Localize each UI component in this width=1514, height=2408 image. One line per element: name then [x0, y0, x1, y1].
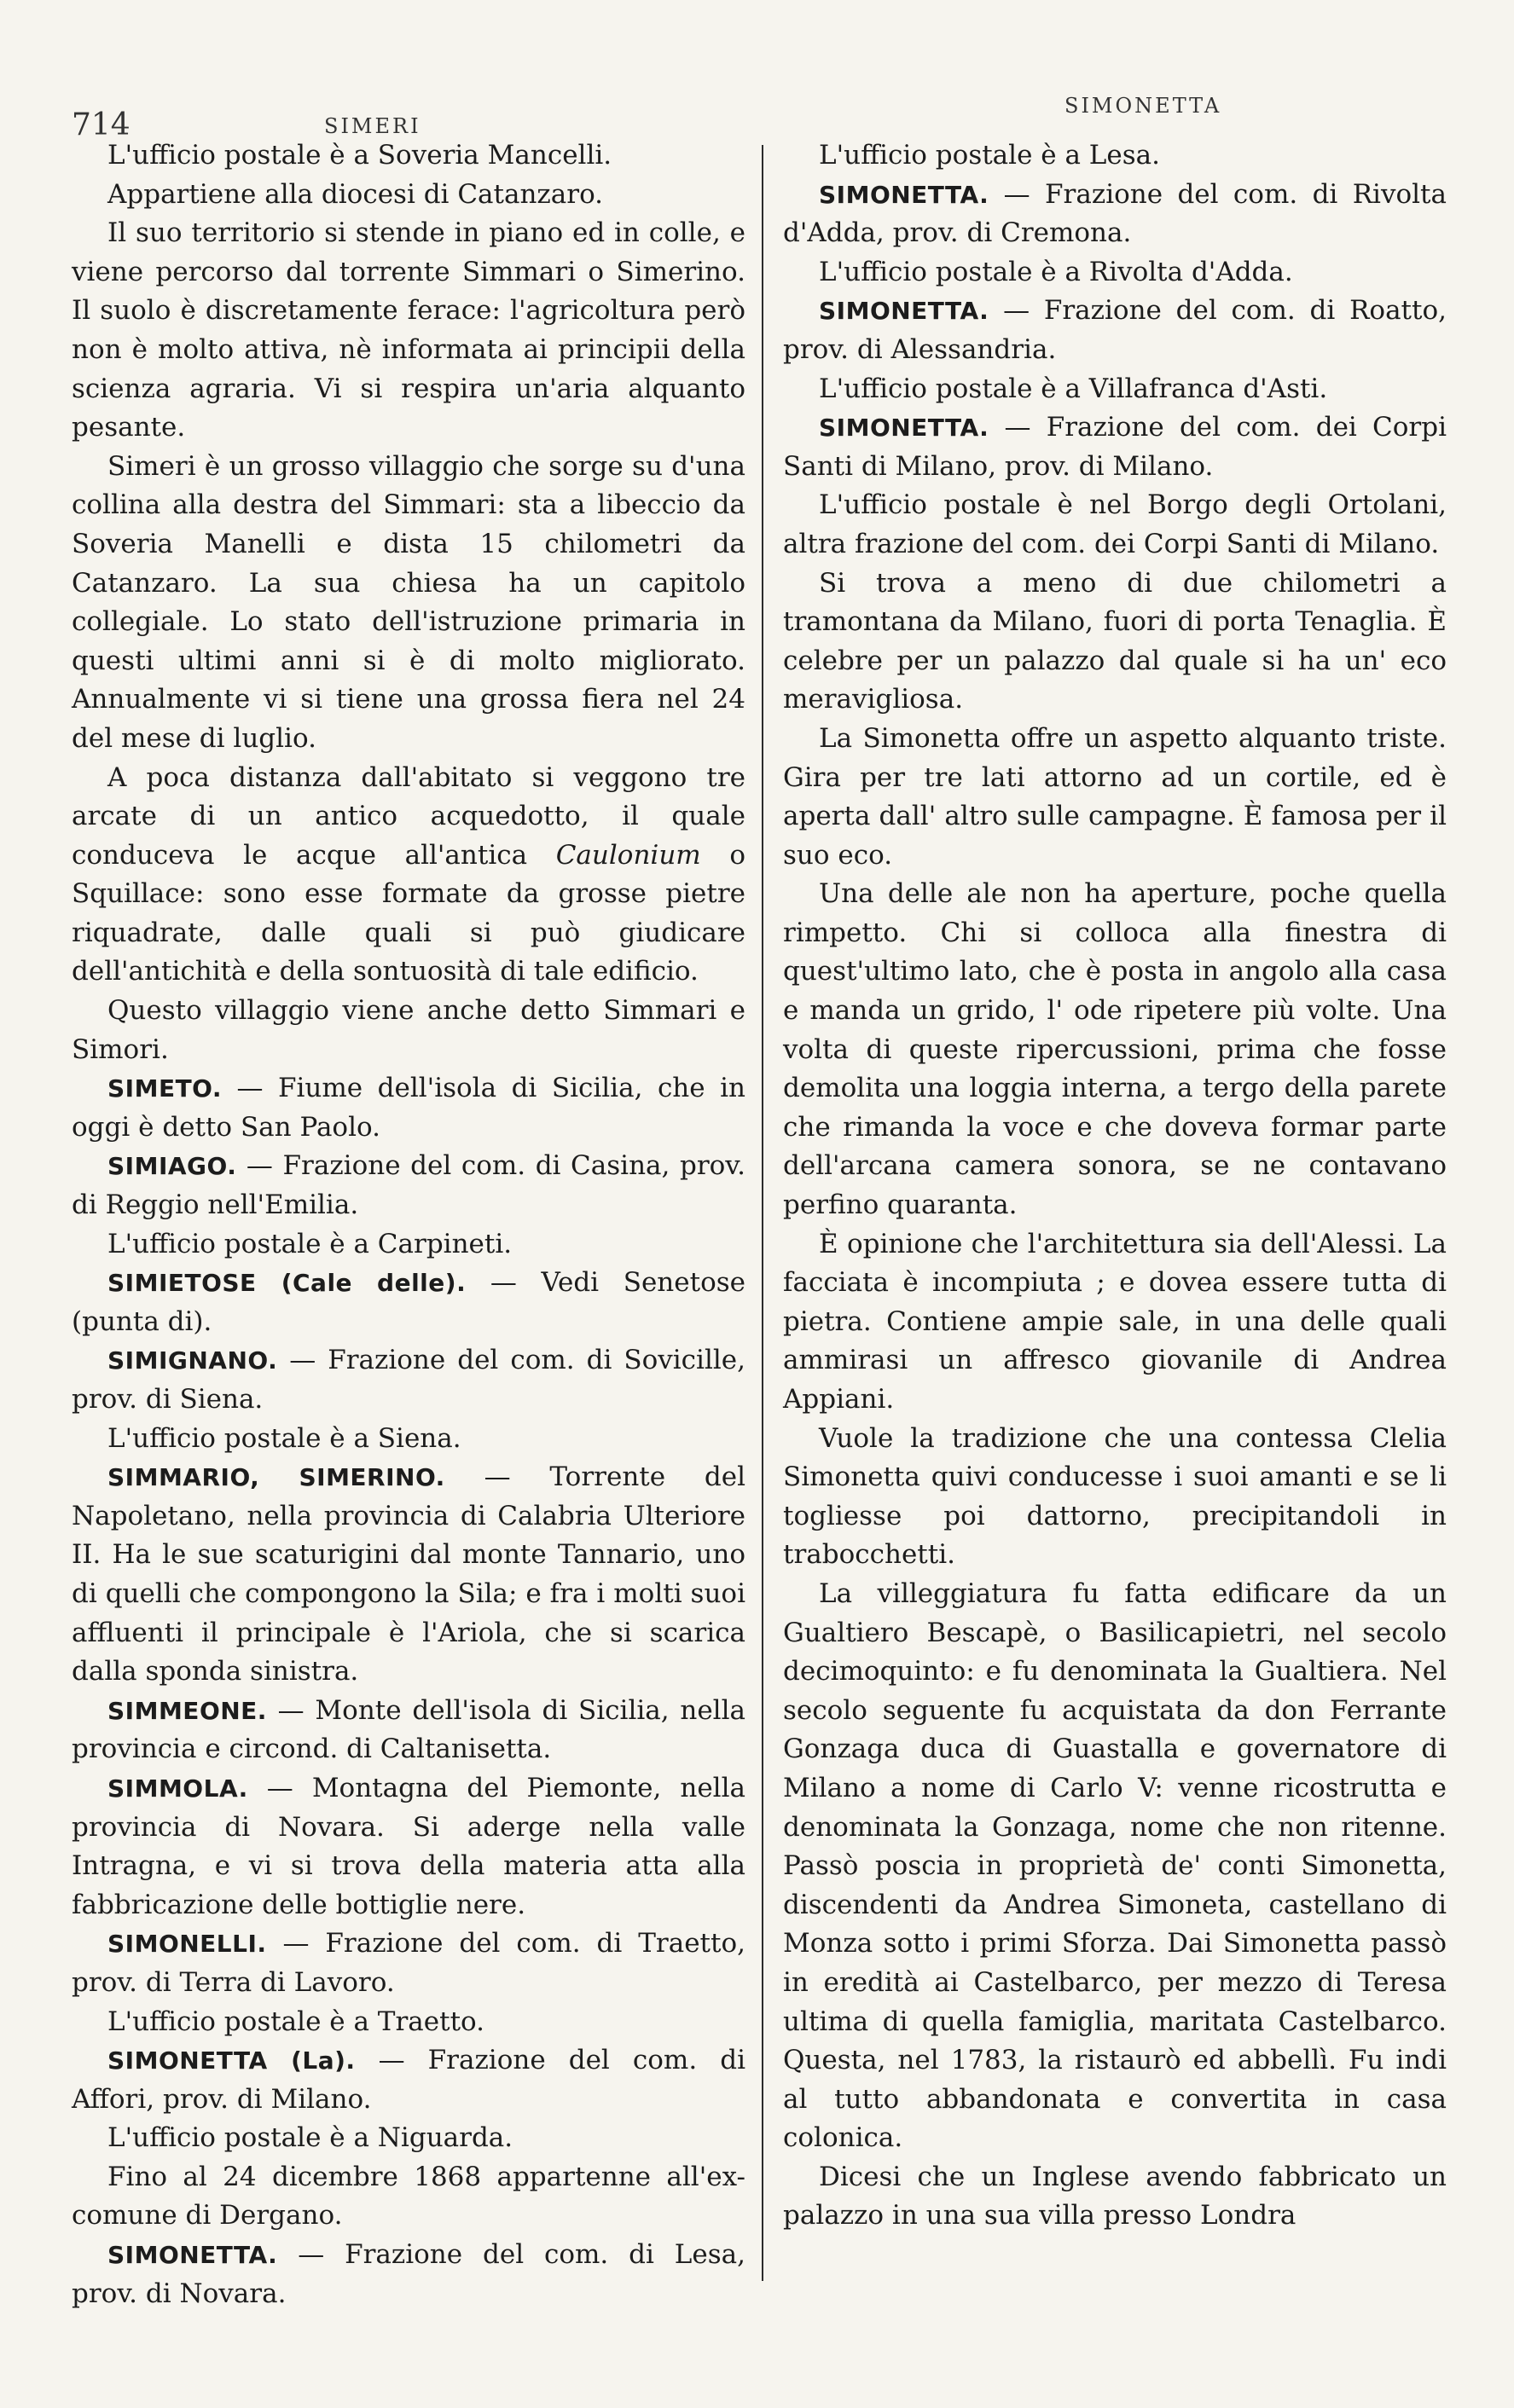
- text-paragraph: [72, 136, 745, 176]
- text-paragraph: [72, 2158, 745, 2236]
- entry-paragraph: [72, 1925, 745, 2002]
- entry-term: SIMONELLI.: [107, 1930, 267, 1959]
- entry-term: SIMONETTA (La).: [107, 2046, 356, 2075]
- paragraph-text: — Frazione del com. di Sovicille, prov. di Siena.: [72, 1345, 745, 1415]
- paragraph-text: — Torrente del Napoletano, nella provincia di Calabria Ulteriore II. Ha le sue scaturigini dal monte Tannario, uno di quelli che compongono la Sila; e fra i molti suoi affluenti il principale è l'Ariola, che si scarica dalla sponda sinistra.: [72, 1462, 745, 1687]
- paragraph-text: Questo villaggio viene anche detto Simmari e Simori.: [72, 995, 745, 1065]
- paragraph-text: L'ufficio postale è a Siena.: [107, 1422, 461, 1454]
- entry-term: SIMONETTA.: [819, 297, 989, 326]
- text-paragraph: [783, 875, 1447, 1224]
- paragraph-text: Si trova a meno di due chilometri a tramontana da Milano, fuori di porta Tenaglia. È celebre per un palazzo dal quale si ha un' eco meravigliosa.: [783, 567, 1447, 715]
- paragraph-text: L'ufficio postale è a Villafranca d'Asti.: [819, 373, 1328, 404]
- paragraph-text: Fino al 24 dicembre 1868 appartenne all'ex-comune di Dergano.: [72, 2161, 745, 2231]
- paragraph-text: L'ufficio postale è nel Borgo degli Ortolani, altra frazione del com. dei Corpi Santi di Milano.: [783, 489, 1447, 559]
- left-column: [72, 136, 745, 2313]
- column-divider: [762, 145, 763, 2281]
- paragraph-text: — Monte dell'isola di Sicilia, nella provincia e circond. di Caltanisetta.: [72, 1694, 745, 1765]
- text-paragraph: [783, 486, 1447, 564]
- paragraph-text: L'ufficio postale è a Soveria Mancelli.: [107, 140, 612, 171]
- entry-paragraph: [783, 408, 1447, 486]
- italic-term: Caulonium: [555, 839, 701, 871]
- paragraph-text: L'ufficio postale è a Lesa.: [819, 140, 1160, 171]
- paragraph-text: A poca distanza dall'abitato si veggono tre arcate di un antico acquedotto, il quale conduceva le acque all'antica: [72, 761, 745, 871]
- text-paragraph: [783, 720, 1447, 875]
- text-paragraph: [72, 2003, 745, 2042]
- text-paragraph: [783, 1575, 1447, 2158]
- paragraph-text: — Frazione del com. di Lesa, prov. di Novara.: [72, 2239, 745, 2309]
- text-paragraph: [72, 992, 745, 1069]
- entry-paragraph: [72, 1147, 745, 1224]
- text-paragraph: [783, 136, 1447, 176]
- paragraph-text: Una delle ale non ha aperture, poche quella rimpetto. Chi si colloca alla finestra di quest'ultimo lato, che è posta in angolo alla casa e manda un grido, l' ode ripetere più volte. Una volta di queste ripercussioni, prima che fosse demolita una loggia interna, a tergo della parete che rimanda la voce e che doveva formar parte dell'arcana camera sonora, se ne contavano perfino quaranta.: [783, 878, 1447, 1221]
- paragraph-text: La villeggiatura fu fatta edificare da un Gualtiero Bescapè, o Basilicapietri, nel secolo decimoquinto: e fu denominata la Gualtiera. Nel secolo seguente fu acquistata da don Ferrante Gonzaga duca di Guastalla e governatore di Milano a nome di Carlo V: venne ricostrutta e denominata la Gonzaga, nome che non ritenne. Passò poscia in proprietà de' conti Simonetta, discendenti da Andrea Simoneta, castellano di Monza sotto i primi Sforza. Dai Simonetta passò in eredità ai Castelbarco, per mezzo di Teresa ultima di quella famiglia, maritata Castelbarco. Questa, nel 1783, la ristaurò ed abbellì. Fu indi al tutto abbandonata e convertita in casa colonica.: [783, 1577, 1447, 2154]
- page-number: 714: [72, 107, 131, 142]
- entry-term: SIMONETTA.: [107, 2241, 278, 2270]
- entry-term: SIMIGNANO.: [107, 1346, 278, 1375]
- entry-paragraph: [783, 292, 1447, 369]
- entry-paragraph: [72, 2041, 745, 2119]
- paragraph-text: — Frazione del com. di Rivolta d'Adda, prov. di Cremona.: [783, 178, 1447, 249]
- paragraph-text: L'ufficio postale è a Carpineti.: [107, 1228, 513, 1259]
- paragraph-text: — Frazione del com. di Traetto, prov. di Terra di Lavoro.: [72, 1928, 745, 1998]
- right-running-head: SIMONETTA: [1064, 94, 1222, 118]
- paragraph-text: — Fiume dell'isola di Sicilia, che in oggi è detto San Paolo.: [72, 1073, 745, 1143]
- entry-paragraph: [72, 1341, 745, 1419]
- paragraph-text: — Montagna del Piemonte, nella provincia di Novara. Si aderge nella valle Intragna, e vi si trova della materia atta alla fabbricazione delle bottiglie nere.: [72, 1772, 745, 1920]
- paragraph-text: L'ufficio postale è a Niguarda.: [107, 2122, 513, 2154]
- entry-paragraph: [72, 1264, 745, 1341]
- paragraph-text: Dicesi che un Inglese avendo fabbricato un palazzo in una sua villa presso Londra: [783, 2161, 1447, 2231]
- entry-paragraph: [72, 2236, 745, 2313]
- paragraph-text: — Frazione del com. dei Corpi Santi di Milano, prov. di Milano.: [783, 412, 1447, 482]
- entry-paragraph: [72, 1069, 745, 1147]
- text-paragraph: [783, 2158, 1447, 2236]
- text-paragraph: [72, 214, 745, 448]
- text-paragraph: [783, 564, 1447, 720]
- text-paragraph: [72, 2119, 745, 2158]
- text-paragraph: [783, 370, 1447, 409]
- entry-term: SIMETO.: [107, 1074, 222, 1103]
- entry-term: SIMMOLA.: [107, 1774, 248, 1803]
- entry-term: SIMIAGO.: [107, 1152, 237, 1181]
- entry-term: SIMONETTA.: [819, 414, 989, 443]
- entry-paragraph: [72, 1692, 745, 1769]
- paragraph-text: Appartiene alla diocesi di Catanzaro.: [107, 178, 604, 210]
- left-running-head: SIMERI: [324, 114, 421, 138]
- paragraph-text: — Frazione del com. di Affori, prov. di Milano.: [72, 2045, 745, 2115]
- text-paragraph: [72, 176, 745, 215]
- text-paragraph: [783, 1420, 1447, 1575]
- text-paragraph: [783, 253, 1447, 292]
- entry-term: SIMMEONE.: [107, 1696, 267, 1725]
- text-paragraph: [72, 448, 745, 759]
- entry-paragraph: [72, 1769, 745, 1925]
- entry-term: SIMIETOSE (Cale delle).: [107, 1269, 467, 1298]
- paragraph-text: o Squillace: sono esse formate da grosse pietre riquadrate, dalle quali si può giudicare dell'antichità e della sontuosità di tale edificio.: [72, 839, 745, 987]
- entry-paragraph: [72, 1458, 745, 1692]
- entry-paragraph: [783, 176, 1447, 253]
- entry-term: SIMONETTA.: [819, 180, 989, 209]
- text-paragraph: [72, 1420, 745, 1459]
- paragraph-text: La Simonetta offre un aspetto alquanto triste. Gira per tre lati attorno ad un cortile, ed è aperta dall' altro sulle campagne. È famosa per il suo eco.: [783, 722, 1447, 871]
- paragraph-text: Il suo territorio si stende in piano ed in colle, e viene percorso dal torrente Simmari o Simerino. Il suolo è discretamente ferace: l'agricoltura però non è molto attiva, nè informata ai principii della scienza agraria. Vi si respira un'aria alquanto pesante.: [72, 217, 745, 443]
- text-paragraph: [783, 1225, 1447, 1420]
- paragraph-text: — Vedi Senetose (punta di).: [72, 1267, 745, 1337]
- paragraph-text: — Frazione del com. di Casina, prov. di Reggio nell'Emilia.: [72, 1150, 745, 1221]
- text-paragraph: [72, 1225, 745, 1265]
- entry-term: SIMMARIO, SIMERINO.: [107, 1463, 445, 1492]
- right-column: [783, 136, 1447, 2236]
- paragraph-text: — Frazione del com. di Roatto, prov. di Alessandria.: [783, 295, 1447, 365]
- paragraph-text: L'ufficio postale è a Traetto.: [107, 2006, 485, 2037]
- text-paragraph: [72, 759, 745, 993]
- paragraph-text: Vuole la tradizione che una contessa Clelia Simonetta quivi conducesse i suoi amanti e se li togliesse poi dattorno, precipitandoli in trabocchetti.: [783, 1422, 1447, 1571]
- paragraph-text: L'ufficio postale è a Rivolta d'Adda.: [819, 256, 1293, 287]
- paragraph-text: Simeri è un grosso villaggio che sorge su d'una collina alla destra del Simmari: sta a libeccio da Soveria Manelli e dista 15 chilometri da Catanzaro. La sua chiesa ha un capitolo collegiale. Lo stato dell'istruzione primaria in questi ultimi anni si è di molto migliorato. Annualmente vi si tiene una grossa fiera nel 24 del mese di luglio.: [72, 450, 745, 754]
- paragraph-text: È opinione che l'architettura sia dell'Alessi. La facciata è incompiuta ; e dovea essere tutta di pietra. Contiene ampie sale, in una delle quali ammirasi un affresco giovanile di Andrea Appiani.: [783, 1228, 1447, 1415]
